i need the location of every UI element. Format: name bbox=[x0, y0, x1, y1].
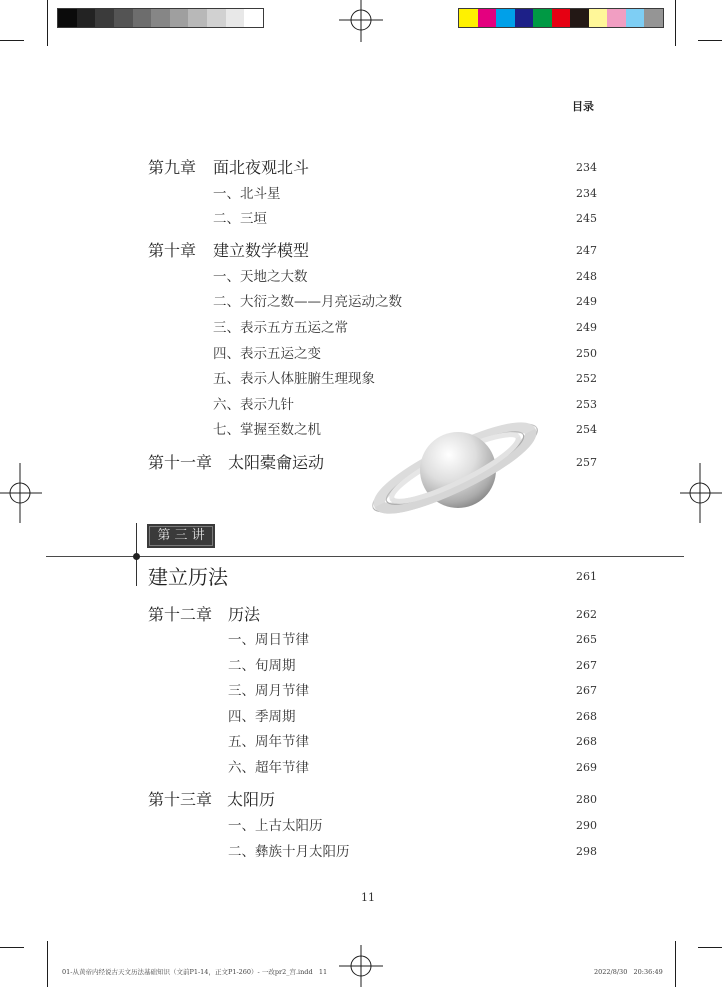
page-number: 257 bbox=[576, 456, 597, 469]
crop-mark bbox=[47, 941, 48, 987]
page-number: 253 bbox=[576, 398, 597, 411]
grayscale-swatch bbox=[207, 9, 226, 27]
section-title: 七、掌握至数之机 bbox=[213, 422, 321, 438]
crop-mark bbox=[0, 947, 24, 948]
lecture-title: 建立历法 bbox=[148, 565, 228, 589]
divider-dot bbox=[133, 553, 140, 560]
running-header: 目录 bbox=[572, 100, 594, 113]
section-title: 一、周日节律 bbox=[228, 632, 309, 648]
grayscale-swatch bbox=[114, 9, 133, 27]
color-swatch bbox=[644, 9, 663, 27]
page-number: 254 bbox=[576, 423, 597, 436]
section-title: 二、旬周期 bbox=[228, 658, 296, 674]
page-number: 280 bbox=[576, 793, 597, 806]
slug-timestamp: 2022/8/30 20:36:49 bbox=[594, 968, 663, 976]
page-number: 267 bbox=[576, 684, 597, 697]
page-number: 234 bbox=[576, 187, 597, 200]
page-number: 298 bbox=[576, 845, 597, 858]
page-number: 247 bbox=[576, 244, 597, 257]
crop-mark bbox=[0, 40, 24, 41]
section-title: 六、超年节律 bbox=[228, 760, 309, 776]
page-number: 290 bbox=[576, 819, 597, 832]
page-number: 252 bbox=[576, 372, 597, 385]
toc-section-row bbox=[0, 210, 722, 228]
toc-section-row bbox=[0, 370, 722, 388]
lecture-title-row bbox=[0, 565, 722, 589]
grayscale-swatch bbox=[151, 9, 170, 27]
registration-mark bbox=[680, 463, 722, 523]
toc-chapter-row bbox=[0, 606, 722, 624]
grayscale-swatch bbox=[244, 9, 263, 27]
section-title: 二、三垣 bbox=[213, 211, 267, 227]
grayscale-swatch bbox=[77, 9, 96, 27]
toc-section-row bbox=[0, 185, 722, 203]
color-swatch bbox=[459, 9, 478, 27]
toc-section-row bbox=[0, 759, 722, 777]
toc-section-row bbox=[0, 345, 722, 363]
page-number: 234 bbox=[576, 161, 597, 174]
section-title: 一、上古太阳历 bbox=[228, 818, 323, 834]
grayscale-swatch bbox=[95, 9, 114, 27]
crop-mark bbox=[675, 0, 676, 46]
toc-chapter-row bbox=[0, 242, 722, 260]
page-number: 262 bbox=[576, 608, 597, 621]
page-number: 269 bbox=[576, 761, 597, 774]
toc-section-row bbox=[0, 293, 722, 311]
toc-section-row bbox=[0, 682, 722, 700]
toc-section-row bbox=[0, 657, 722, 675]
color-swatch bbox=[570, 9, 589, 27]
page-number: 250 bbox=[576, 347, 597, 360]
section-title: 二、大衍之数——月亮运动之数 bbox=[213, 294, 402, 310]
slug-filename: 01-从黄帝内经说古天文历法基础知识（文前P1-14，正文P1-260）- 一改pr2_宫.indd 11 bbox=[62, 968, 328, 976]
crop-mark bbox=[675, 941, 676, 987]
toc-section-row bbox=[0, 733, 722, 751]
section-title: 五、表示人体脏腑生理现象 bbox=[213, 371, 375, 387]
page-number: 249 bbox=[576, 295, 597, 308]
crop-mark bbox=[47, 0, 48, 46]
color-swatch bbox=[533, 9, 552, 27]
page-number: 268 bbox=[576, 710, 597, 723]
registration-mark bbox=[0, 463, 42, 523]
registration-mark bbox=[339, 0, 383, 42]
toc-section-row bbox=[0, 708, 722, 726]
registration-mark bbox=[339, 945, 383, 987]
grayscale-swatch bbox=[170, 9, 189, 27]
page-number: 268 bbox=[576, 735, 597, 748]
section-title: 四、季周期 bbox=[228, 709, 296, 725]
toc-section-row bbox=[0, 843, 722, 861]
section-title: 一、天地之大数 bbox=[213, 269, 308, 285]
page-number: 261 bbox=[576, 570, 597, 583]
chapter-title: 历法 bbox=[228, 605, 261, 624]
toc-chapter-row bbox=[0, 159, 722, 177]
chapter-title: 太阳橐龠运动 bbox=[228, 453, 325, 472]
chapter-label: 第十二章 bbox=[148, 605, 213, 624]
chapter-label: 第十一章 bbox=[148, 453, 213, 472]
chapter-title: 面北夜观北斗 bbox=[213, 158, 310, 177]
color-swatch bbox=[552, 9, 571, 27]
color-swatch bbox=[607, 9, 626, 27]
color-control-strip bbox=[458, 8, 664, 28]
crop-mark bbox=[698, 947, 722, 948]
toc-section-row bbox=[0, 268, 722, 286]
chapter-label: 第十章 bbox=[148, 241, 197, 260]
section-title: 五、周年节律 bbox=[228, 734, 309, 750]
section-title: 四、表示五运之变 bbox=[213, 346, 321, 362]
section-divider-line bbox=[46, 556, 684, 557]
color-swatch bbox=[626, 9, 645, 27]
grayscale-swatch bbox=[226, 9, 245, 27]
color-swatch bbox=[478, 9, 497, 27]
chapter-title: 建立数学模型 bbox=[213, 241, 310, 260]
toc-chapter-row bbox=[0, 791, 722, 809]
chapter-title: 太阳历 bbox=[227, 790, 276, 809]
page-number: 248 bbox=[576, 270, 597, 283]
section-title: 三、表示五方五运之常 bbox=[213, 320, 348, 336]
grayscale-swatch bbox=[133, 9, 152, 27]
grayscale-control-strip bbox=[57, 8, 264, 28]
lecture-badge: 第 三 讲 bbox=[147, 524, 215, 548]
grayscale-swatch bbox=[58, 9, 77, 27]
crop-mark bbox=[698, 40, 722, 41]
folio-page-number: 11 bbox=[361, 891, 375, 904]
color-swatch bbox=[496, 9, 515, 27]
color-swatch bbox=[515, 9, 534, 27]
section-title: 三、周月节律 bbox=[228, 683, 309, 699]
section-title: 二、彝族十月太阳历 bbox=[228, 844, 350, 860]
color-swatch bbox=[589, 9, 608, 27]
grayscale-swatch bbox=[188, 9, 207, 27]
page-number: 265 bbox=[576, 633, 597, 646]
toc-chapter-row bbox=[0, 454, 722, 472]
chapter-label: 第九章 bbox=[148, 158, 197, 177]
section-title: 一、北斗星 bbox=[213, 186, 281, 202]
toc-section-row bbox=[0, 319, 722, 337]
page-number: 249 bbox=[576, 321, 597, 334]
chapter-label: 第十三章 bbox=[148, 790, 213, 809]
toc-section-row bbox=[0, 631, 722, 649]
page-number: 245 bbox=[576, 212, 597, 225]
section-title: 六、表示九针 bbox=[213, 397, 294, 413]
toc-section-row bbox=[0, 817, 722, 835]
page-number: 267 bbox=[576, 659, 597, 672]
